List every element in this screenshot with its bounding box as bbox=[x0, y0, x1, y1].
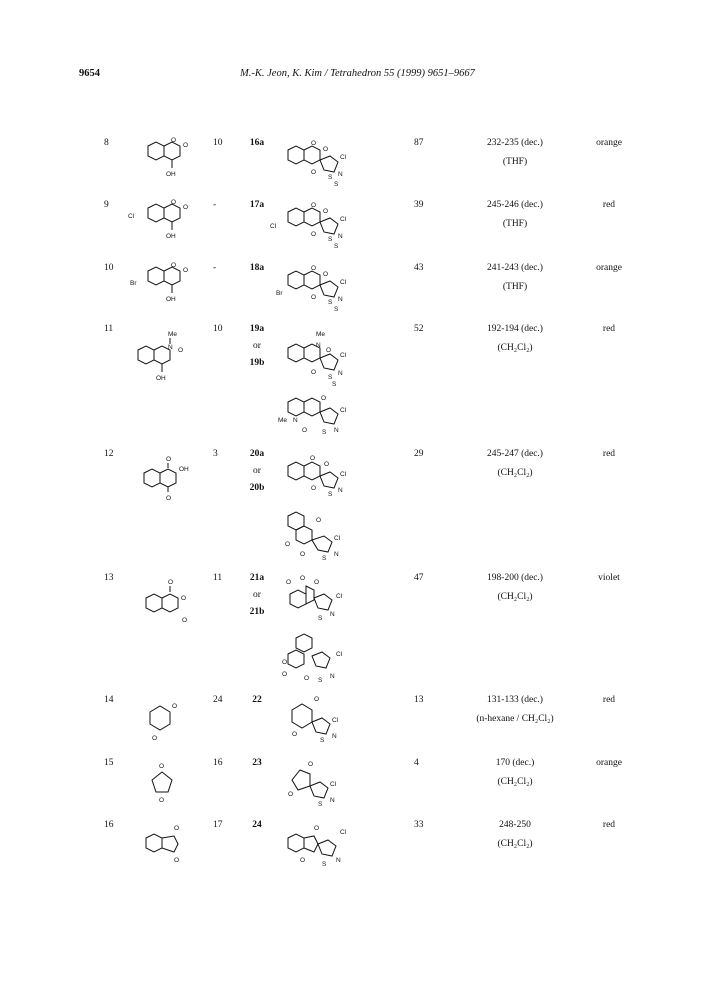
svg-text:Cl: Cl bbox=[270, 223, 277, 230]
product-color: orange bbox=[596, 758, 622, 768]
entry-number: 15 bbox=[104, 758, 114, 768]
svg-text:N: N bbox=[338, 171, 343, 178]
svg-text:Cl: Cl bbox=[340, 471, 347, 478]
svg-text:O: O bbox=[174, 825, 180, 832]
reactant-structure-9 bbox=[128, 200, 200, 245]
equivalents: 16 bbox=[213, 758, 223, 768]
svg-text:N: N bbox=[338, 296, 343, 303]
product-color: red bbox=[602, 695, 616, 705]
equivalents: 10 bbox=[213, 138, 223, 148]
svg-text:O: O bbox=[304, 675, 310, 682]
yield: 4 bbox=[414, 758, 419, 768]
svg-text:O: O bbox=[311, 169, 317, 176]
entry-number: 11 bbox=[104, 324, 114, 334]
reactant-structure-15 bbox=[142, 762, 182, 810]
svg-text:O: O bbox=[174, 857, 180, 864]
svg-text:N: N bbox=[338, 233, 343, 240]
svg-text:Me: Me bbox=[168, 331, 178, 338]
svg-text:OH: OH bbox=[156, 375, 166, 382]
svg-text:O: O bbox=[282, 671, 288, 678]
svg-text:O: O bbox=[292, 731, 298, 738]
svg-text:O: O bbox=[311, 294, 317, 301]
svg-text:O: O bbox=[311, 231, 317, 238]
svg-text:O: O bbox=[311, 265, 317, 272]
svg-text:O: O bbox=[321, 395, 327, 402]
product-color: red bbox=[602, 324, 616, 334]
svg-text:O: O bbox=[311, 369, 317, 376]
svg-text:Cl: Cl bbox=[128, 213, 135, 220]
svg-text:O: O bbox=[183, 267, 189, 274]
svg-text:S: S bbox=[322, 861, 327, 868]
svg-text:O: O bbox=[152, 735, 158, 742]
svg-text:S: S bbox=[334, 306, 339, 313]
svg-text:S: S bbox=[328, 236, 333, 243]
svg-text:N: N bbox=[330, 797, 335, 804]
yield: 43 bbox=[414, 263, 424, 273]
yield: 13 bbox=[414, 695, 424, 705]
svg-text:S: S bbox=[322, 429, 327, 436]
svg-text:O: O bbox=[285, 541, 291, 548]
melting-point: 131-133 (dec.) (n-hexane / CH₂Cl₂) bbox=[476, 695, 554, 724]
svg-text:O: O bbox=[314, 579, 320, 586]
svg-text:Cl: Cl bbox=[340, 216, 347, 223]
svg-text:O: O bbox=[168, 579, 174, 586]
product-structure-23 bbox=[286, 760, 356, 810]
svg-text:S: S bbox=[328, 299, 333, 306]
svg-text:N: N bbox=[316, 342, 321, 349]
product-color: red bbox=[602, 449, 616, 459]
equivalents: - bbox=[213, 200, 217, 210]
svg-text:O: O bbox=[310, 455, 316, 462]
product-label: 20a or 20b bbox=[249, 449, 265, 493]
svg-text:OH: OH bbox=[166, 171, 176, 178]
melting-point: 245-246 (dec.) (THF) bbox=[487, 200, 543, 229]
product-structure-24 bbox=[284, 822, 360, 874]
svg-text:N: N bbox=[332, 733, 337, 740]
svg-text:N: N bbox=[336, 857, 341, 864]
svg-text:Br: Br bbox=[130, 280, 137, 287]
svg-text:S: S bbox=[334, 181, 339, 188]
svg-text:S: S bbox=[318, 615, 323, 622]
svg-text:Cl: Cl bbox=[340, 829, 347, 836]
yield: 29 bbox=[414, 449, 424, 459]
svg-text:O: O bbox=[183, 142, 189, 149]
entry-number: 14 bbox=[104, 695, 114, 705]
svg-text:Cl: Cl bbox=[340, 279, 347, 286]
melting-point: 248-250 (CH₂Cl₂) bbox=[497, 820, 533, 849]
svg-text:Br: Br bbox=[276, 290, 283, 297]
svg-text:N: N bbox=[330, 611, 335, 618]
reactant-structure-16 bbox=[140, 822, 200, 872]
product-structure-19a bbox=[282, 330, 362, 395]
svg-text:O: O bbox=[302, 427, 308, 434]
svg-text:Me: Me bbox=[278, 417, 288, 424]
equivalents: 3 bbox=[213, 449, 218, 459]
product-structure-22 bbox=[284, 696, 354, 748]
product-structure-17a bbox=[270, 200, 362, 255]
reactant-structure-14 bbox=[140, 698, 190, 748]
melting-point: 245-247 (dec.) (CH₂Cl₂) bbox=[487, 449, 543, 478]
svg-text:Me: Me bbox=[316, 331, 326, 338]
running-header-citation: M.-K. Jeon, K. Kim / Tetrahedron 55 (1999) 9651–9667 bbox=[240, 68, 475, 79]
product-structure-20b bbox=[282, 508, 362, 568]
product-structure-21a bbox=[286, 576, 362, 631]
svg-text:O: O bbox=[171, 199, 177, 206]
svg-text:OH: OH bbox=[166, 296, 176, 303]
product-label: 18a bbox=[249, 263, 265, 273]
product-label: 17a bbox=[249, 200, 265, 210]
entry-number: 12 bbox=[104, 449, 114, 459]
svg-text:O: O bbox=[311, 140, 317, 147]
melting-point: 170 (dec.) (CH₂Cl₂) bbox=[495, 758, 535, 787]
svg-text:O: O bbox=[171, 137, 177, 144]
svg-text:Cl: Cl bbox=[330, 781, 337, 788]
svg-text:N: N bbox=[338, 487, 343, 494]
svg-text:S: S bbox=[334, 243, 339, 250]
svg-text:Cl: Cl bbox=[332, 717, 339, 724]
product-color: red bbox=[602, 200, 616, 210]
entry-number: 13 bbox=[104, 573, 114, 583]
svg-text:O: O bbox=[282, 659, 288, 666]
svg-text:O: O bbox=[308, 761, 314, 768]
yield: 52 bbox=[414, 324, 424, 334]
svg-text:O: O bbox=[316, 517, 322, 524]
svg-text:O: O bbox=[182, 617, 188, 624]
entry-number: 9 bbox=[104, 200, 109, 210]
svg-text:O: O bbox=[300, 857, 306, 864]
yield: 87 bbox=[414, 138, 424, 148]
equivalents: 17 bbox=[213, 820, 223, 830]
svg-text:Cl: Cl bbox=[340, 352, 347, 359]
product-label: 22 bbox=[252, 695, 262, 705]
svg-text:O: O bbox=[314, 696, 320, 703]
svg-text:O: O bbox=[311, 202, 317, 209]
svg-text:Cl: Cl bbox=[340, 154, 347, 161]
svg-text:N: N bbox=[168, 344, 173, 351]
product-color: orange bbox=[596, 263, 622, 273]
yield: 39 bbox=[414, 200, 424, 210]
svg-text:O: O bbox=[300, 575, 306, 582]
equivalents: 11 bbox=[213, 573, 223, 583]
svg-text:N: N bbox=[334, 551, 339, 558]
entry-number: 16 bbox=[104, 820, 114, 830]
svg-text:N: N bbox=[334, 427, 339, 434]
reactant-structure-11 bbox=[130, 330, 200, 390]
product-structure-16a bbox=[282, 138, 362, 193]
svg-text:Cl: Cl bbox=[336, 593, 343, 600]
svg-text:O: O bbox=[166, 456, 172, 463]
entry-number: 8 bbox=[104, 138, 109, 148]
melting-point: 232-235 (dec.) (THF) bbox=[487, 138, 543, 167]
yield: 47 bbox=[414, 573, 424, 583]
svg-text:S: S bbox=[328, 491, 333, 498]
svg-text:S: S bbox=[332, 381, 337, 388]
equivalents: - bbox=[213, 263, 217, 273]
svg-text:O: O bbox=[326, 347, 332, 354]
svg-text:S: S bbox=[318, 801, 323, 808]
reactant-structure-10 bbox=[128, 263, 200, 308]
svg-text:O: O bbox=[286, 579, 292, 586]
svg-text:OH: OH bbox=[166, 233, 176, 240]
product-color: red bbox=[602, 820, 616, 830]
reactant-structure-12 bbox=[136, 455, 200, 510]
product-label: 23 bbox=[252, 758, 262, 768]
svg-text:O: O bbox=[166, 495, 172, 502]
equivalents: 24 bbox=[213, 695, 223, 705]
melting-point: 192-194 (dec.) (CH₂Cl₂) bbox=[487, 324, 543, 353]
product-structure-20a bbox=[282, 452, 362, 507]
yield: 33 bbox=[414, 820, 424, 830]
svg-text:S: S bbox=[320, 737, 325, 744]
svg-text:O: O bbox=[323, 208, 329, 215]
svg-text:S: S bbox=[328, 374, 333, 381]
svg-text:Cl: Cl bbox=[340, 407, 347, 414]
page-number: 9654 bbox=[79, 68, 100, 79]
melting-point: 241-243 (dec.) (THF) bbox=[487, 263, 543, 292]
equivalents: 10 bbox=[213, 324, 223, 334]
svg-text:Cl: Cl bbox=[334, 535, 341, 542]
svg-text:O: O bbox=[288, 791, 294, 798]
svg-text:S: S bbox=[322, 555, 327, 562]
svg-text:O: O bbox=[311, 485, 317, 492]
product-structure-19b bbox=[278, 394, 364, 449]
svg-text:O: O bbox=[300, 551, 306, 558]
product-label: 16a bbox=[249, 138, 265, 148]
svg-text:O: O bbox=[183, 204, 189, 211]
svg-text:O: O bbox=[172, 703, 178, 710]
svg-text:N: N bbox=[338, 370, 343, 377]
svg-text:O: O bbox=[323, 146, 329, 153]
product-label: 21a or 21b bbox=[249, 573, 265, 617]
product-color: violet bbox=[598, 573, 620, 583]
svg-text:O: O bbox=[159, 763, 165, 770]
svg-text:O: O bbox=[324, 461, 330, 468]
svg-text:O: O bbox=[181, 595, 187, 602]
svg-text:O: O bbox=[178, 347, 184, 354]
product-structure-21b bbox=[282, 632, 362, 692]
svg-text:S: S bbox=[328, 174, 333, 181]
svg-text:Cl: Cl bbox=[336, 651, 343, 658]
melting-point: 198-200 (dec.) (CH₂Cl₂) bbox=[487, 573, 543, 602]
svg-text:N: N bbox=[330, 673, 335, 680]
product-label: 19a or 19b bbox=[249, 324, 265, 368]
svg-text:N: N bbox=[293, 417, 298, 424]
reactant-structure-13 bbox=[138, 578, 200, 638]
svg-text:S: S bbox=[318, 677, 323, 684]
product-structure-18a bbox=[270, 263, 362, 318]
svg-text:O: O bbox=[171, 262, 177, 269]
entry-number: 10 bbox=[104, 263, 114, 273]
svg-text:OH: OH bbox=[179, 466, 189, 473]
reactant-structure-8 bbox=[140, 138, 200, 183]
svg-text:O: O bbox=[323, 271, 329, 278]
product-label: 24 bbox=[252, 820, 262, 830]
svg-text:O: O bbox=[314, 825, 320, 832]
product-color: orange bbox=[596, 138, 622, 148]
svg-text:O: O bbox=[159, 797, 165, 804]
